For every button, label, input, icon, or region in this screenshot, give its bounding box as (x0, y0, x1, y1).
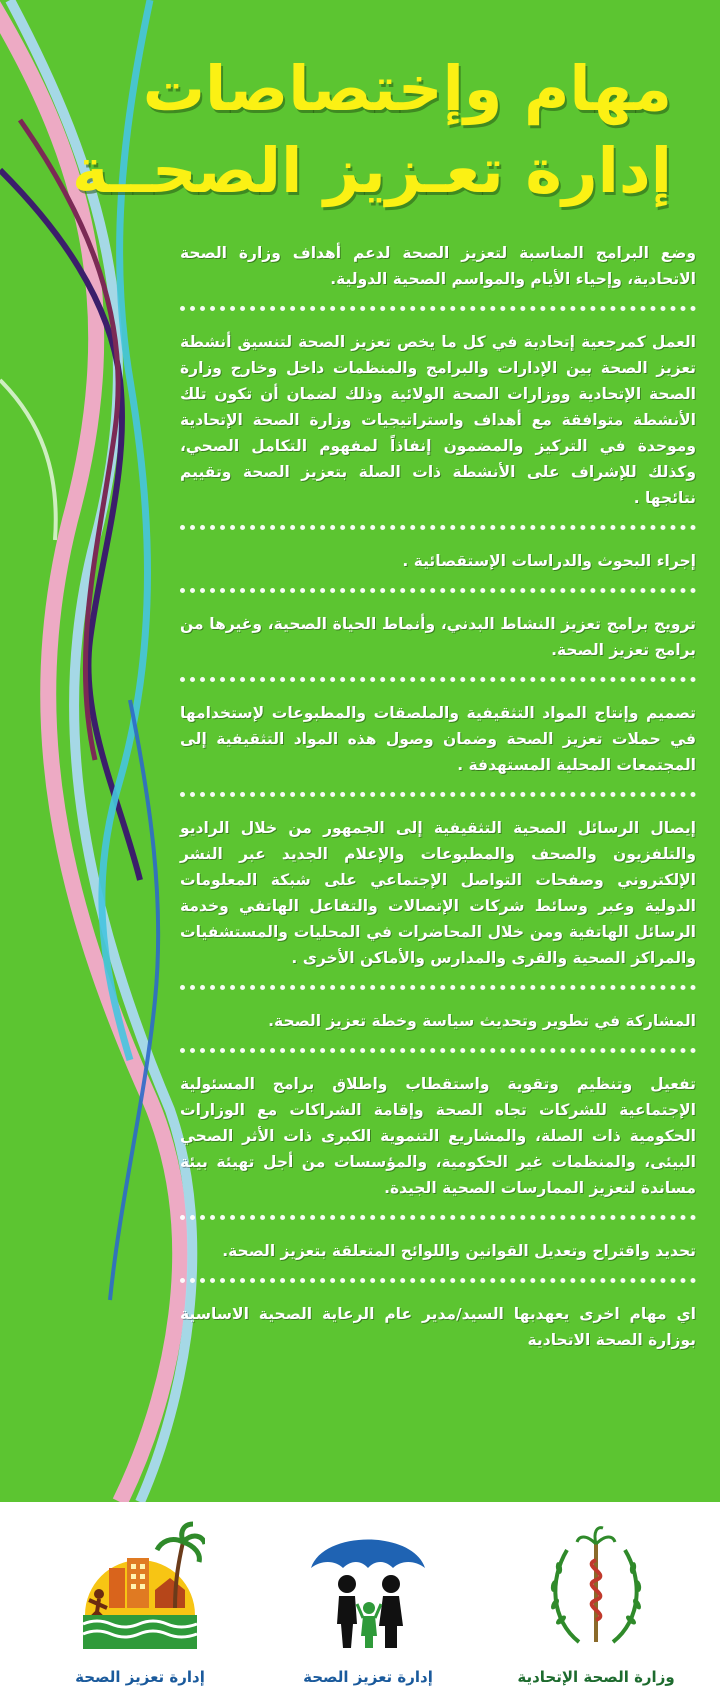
task-paragraph: ترويج برامج تعزيز النشاط البدني، وأنماط الحياة الصحية، وغيرها من برامج تعزيز الصحة. (180, 615, 696, 659)
task-paragraph: العمل كمرجعية إتحادية في كل ما يخص تعزيز الصحة لتنسيق أنشطة تعزيز الصحة بين الإدارات والبرامج والمنظمات داخل وخارج وزارة الصحة الإتحادية ووزارات الصحة الولائية وذلك لضمان أن تكون تلك الأنشطة متوافقة مع أهداف واستراتيجيات وزارة الصحة الإتحادية وموحدة في التركيز والمضمون إنفاذاً لمفهوم التكامل الصحي، وكذلك للإشراف على الأنشطة ذات الصلة بتعزيز الصحة وتقييم نتائجها . (180, 333, 696, 507)
dotted-divider (180, 985, 696, 990)
dotted-divider (180, 1278, 696, 1283)
title-line-1: مهام وإختصاصات (142, 52, 672, 125)
task-paragraph: تحديد واقتراح وتعديل القوانين واللوائح المتعلقة بتعزيز الصحة. (222, 1242, 696, 1260)
dotted-divider (180, 1215, 696, 1220)
palm-sun-house-icon (75, 1520, 205, 1650)
ministry-emblem-icon (531, 1520, 661, 1650)
footer-logos (0, 1502, 720, 1694)
health-promotion-logo-sun (40, 1520, 240, 1690)
task-paragraph: تفعيل وتنظيم وتقوية واستقطاب واطلاق برامج المسئولية الإجتماعية للشركات تجاه الصحة وإقامة الشراكات مع الوزارات الحكومية ذات الصلة، والمشاريع التنموية الكبرى ذات الأثر الصحي البيئى، والمنظمات غير الحكومية، والمؤسسات من أجل تهيئة بيئة مساندة لتعزيز الممارسات الصحية الجيدة. (180, 1075, 696, 1197)
task-paragraph: المشاركة في تطوير وتحديث سياسة وخطة تعزيز الصحة. (268, 1012, 696, 1030)
logo-mid-label: إدارة تعزيز الصحة (303, 1668, 433, 1686)
task-paragraph: اي مهام اخرى يعهدبها السيد/مدير عام الرعاية الصحية الاساسية بوزارة الصحة الاتحادية (180, 1305, 696, 1349)
task-paragraph: إيصال الرسائل الصحية التثقيفية إلى الجمهور من خلال الراديو والتلفزيون والصحف والمطبوعات والإعلام الجديد عبر النشر الإلكتروني وصفحات التواصل الإجتماعي على شبكة المعلومات الدولية وعبر وسائط شركات الإتصالات والتفاعل الهاتفي وخدمة الرسائل الهاتفية ومن خلال المحاضرات في المحليات والمستشفيات والمراكز الصحية والقرى والمدارس والأماكن الأخرى . (180, 819, 696, 967)
title-line-2: إدارة تعـزيز الصحــة (72, 134, 672, 207)
task-paragraph: إجراء البحوث والدراسات الإستقصائية . (402, 552, 696, 570)
logo-left-label: إدارة تعزيز الصحة (75, 1668, 205, 1686)
dotted-divider (180, 525, 696, 530)
task-paragraph: تصميم وإنتاج المواد التثقيفية والملصقات والمطبوعات لإستخدامها في حملات تعزيز الصحة وضمان وصول هذه المواد التثقيفية إلى المجتمعات المحلية المستهدفة . (180, 704, 696, 774)
dotted-divider (180, 588, 696, 593)
dotted-divider (180, 677, 696, 682)
umbrella-family-icon (303, 1520, 433, 1650)
health-promotion-logo-umbrella (268, 1520, 468, 1690)
task-paragraph: وضع البرامج المناسبة لتعزيز الصحة لدعم أهداف وزارة الصحة الاتحادية، وإحياء الأيام والمواسم الصحية الدولية. (180, 244, 696, 288)
dotted-divider (180, 792, 696, 797)
logo-right-label: وزارة الصحة الإتحادية (517, 1668, 675, 1686)
tasks-list (180, 240, 696, 1353)
dotted-divider (180, 306, 696, 311)
federal-ministry-logo (496, 1520, 696, 1690)
dotted-divider (180, 1048, 696, 1053)
